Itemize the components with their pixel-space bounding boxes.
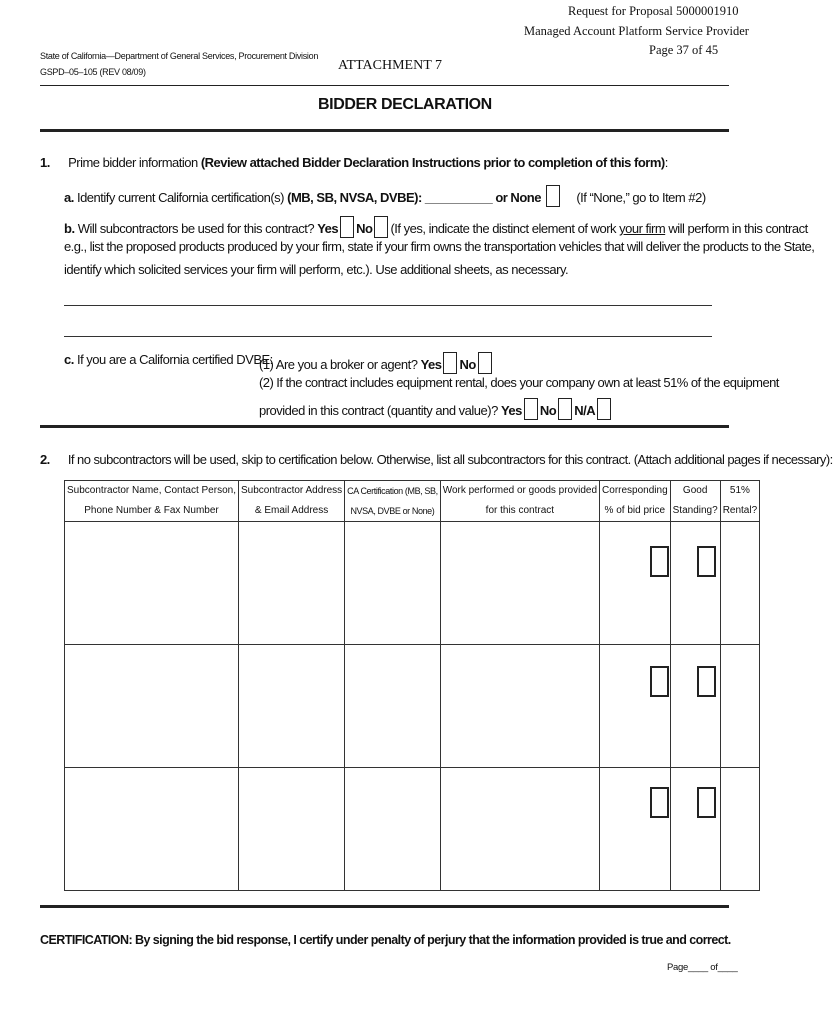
certification-rule <box>40 905 729 908</box>
item-1c-text: If you are a California certified DVBE: <box>76 352 273 367</box>
item-1-number: 1. <box>40 155 50 170</box>
item-1a-text: Identify current California certification(s) <box>76 190 288 205</box>
item-2: 2. If no subcontractors will be used, skip to certification below. Otherwise, list all subcontractors for this contract. (Attach additional pages if necessary): <box>40 452 833 467</box>
dvbe-question-1: (1) Are you a broker or agent? Yes No <box>259 352 494 374</box>
work-description-line-2[interactable] <box>64 322 712 337</box>
cell-name-contact[interactable] <box>65 768 239 891</box>
page-number: Page 37 of 45 <box>649 43 719 57</box>
header-good-standing: Good Standing? <box>670 481 720 522</box>
cell-bid-percent[interactable] <box>600 768 671 891</box>
rental-checkbox-row-1[interactable] <box>697 546 716 577</box>
cell-good-standing <box>670 645 720 768</box>
item-1b-line2: e.g., list the proposed products produced by your firm, state if your firm owns the transportation vehicles that will deliver the products to the State, <box>64 239 815 254</box>
cell-work-performed[interactable] <box>440 522 599 645</box>
cell-certification[interactable] <box>345 645 441 768</box>
cell-name-contact[interactable] <box>65 522 239 645</box>
cell-certification[interactable] <box>345 522 441 645</box>
item-1a-note: (If “None,” go to Item #2) <box>576 190 706 205</box>
header-certification: CA Certification (MB, SB, NVSA, DVBE or None) <box>345 481 441 522</box>
dvbe-question-2-line2: provided in this contract (quantity and value)? Yes No N/A <box>259 398 613 420</box>
cell-rental <box>720 522 759 645</box>
item-1b-text: Will subcontractors be used for this contract? <box>77 221 315 236</box>
page-title: BIDDER DECLARATION <box>318 96 492 113</box>
table-row <box>65 645 760 768</box>
subcontractors-no-checkbox[interactable] <box>374 216 388 238</box>
item-2-text: If no subcontractors will be used, skip to certification below. Otherwise, list all subcontractors for this contract. (Attach additional pages if necessary): <box>67 452 833 467</box>
item-1: 1. Prime bidder information (Review attached Bidder Declaration Instructions prior to completion of this form): <box>40 155 668 170</box>
service-line: Managed Account Platform Service Provider <box>524 24 749 38</box>
rental-yes-checkbox[interactable] <box>524 398 538 420</box>
rfp-line: Request for Proposal 5000001910 <box>568 4 739 18</box>
cell-address[interactable] <box>238 768 344 891</box>
agency-line: State of California—Department of General Services, Procurement Division <box>40 51 319 61</box>
good-standing-checkbox-row-1[interactable] <box>650 546 669 577</box>
broker-yes-checkbox[interactable] <box>443 352 457 374</box>
cell-good-standing <box>670 522 720 645</box>
table-row <box>65 522 760 645</box>
cell-certification[interactable] <box>345 768 441 891</box>
good-standing-checkbox-row-2[interactable] <box>650 666 669 697</box>
cell-rental <box>720 645 759 768</box>
work-description-line-1[interactable] <box>64 291 712 306</box>
item-1-text: Prime bidder information <box>68 155 201 170</box>
item-1-instructions: (Review attached Bidder Declaration Instructions prior to completion of this form) <box>200 155 665 170</box>
cell-address[interactable] <box>238 522 344 645</box>
item-1c: c. If you are a California certified DVBE: <box>64 352 273 367</box>
certification-statement: CERTIFICATION: By signing the bid response, I certify under penalty of perjury that the information provided is true and correct. <box>40 933 731 947</box>
dvbe-question-2: (2) If the contract includes equipment rental, does your company own at least 51% of the equipment <box>259 375 779 390</box>
header-work-performed: Work performed or goods provided for this contract <box>440 481 599 522</box>
cell-good-standing <box>670 768 720 891</box>
rental-checkbox-row-2[interactable] <box>697 666 716 697</box>
subcontractors-yes-checkbox[interactable] <box>340 216 354 238</box>
header-name-contact: Subcontractor Name, Contact Person, Phone Number & Fax Number <box>65 481 239 522</box>
item-1a: a. Identify current California certification(s) (MB, SB, NVSA, DVBE): __________ or None (If “None,” go to Item #2) <box>64 185 706 207</box>
header-bid-percent: Corresponding % of bid price <box>600 481 671 522</box>
cell-work-performed[interactable] <box>440 768 599 891</box>
cell-rental <box>720 768 759 891</box>
item-1b: b. Will subcontractors be used for this contract? Yes No (If yes, indicate the distinct element of work your firm will perform in this contract <box>64 216 808 238</box>
cell-bid-percent[interactable] <box>600 645 671 768</box>
rental-checkbox-row-3[interactable] <box>697 787 716 818</box>
cell-name-contact[interactable] <box>65 645 239 768</box>
table-row <box>65 768 760 891</box>
header-address: Subcontractor Address & Email Address <box>238 481 344 522</box>
cell-work-performed[interactable] <box>440 645 599 768</box>
header-rental: 51% Rental? <box>720 481 759 522</box>
rental-na-checkbox[interactable] <box>597 398 611 420</box>
section-rule <box>40 425 729 428</box>
title-rule <box>40 129 729 132</box>
certification-field[interactable]: (MB, SB, NVSA, DVBE): __________ or None <box>287 190 541 205</box>
rental-no-checkbox[interactable] <box>558 398 572 420</box>
header-rule <box>40 85 729 86</box>
table-header-row <box>65 481 760 522</box>
page-of-field[interactable]: Page____ of____ <box>667 962 738 973</box>
broker-no-checkbox[interactable] <box>478 352 492 374</box>
good-standing-checkbox-row-3[interactable] <box>650 787 669 818</box>
none-checkbox[interactable] <box>546 185 560 207</box>
item-1b-line3: identify which solicited services your firm will perform, etc.). Use additional sheets, as necessary. <box>64 262 569 277</box>
form-number: GSPD–05–105 (REV 08/09) <box>40 67 146 77</box>
cell-bid-percent[interactable] <box>600 522 671 645</box>
attachment-label: ATTACHMENT 7 <box>338 58 443 73</box>
cell-address[interactable] <box>238 645 344 768</box>
